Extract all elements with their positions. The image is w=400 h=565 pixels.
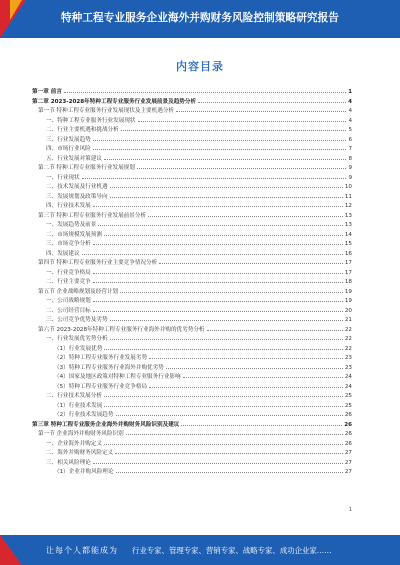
toc-entry-label: （4）国家及地区政策对特种工程专业服务行业影响: [54, 374, 181, 380]
toc-entry-label: （1）行业发展优势: [54, 345, 103, 352]
toc-entry-label: 一、公司战略规划: [46, 298, 91, 304]
toc-entry-page: 4: [348, 117, 352, 124]
toc-leader-dots: [110, 314, 343, 321]
toc-entry-page: 22: [344, 326, 352, 333]
toc-entry-page: 24: [344, 383, 352, 390]
toc-leader-dots: [93, 238, 343, 245]
footer-roles: 行业专家、管理专家、营销专家、战略专家、成功企业家……: [132, 546, 332, 555]
toc-entry-page: 7: [348, 146, 352, 152]
toc-entry[interactable]: [32, 371, 352, 381]
toc-leader-dots: [93, 267, 343, 274]
toc-leader-dots: [116, 466, 343, 473]
toc-entry[interactable]: [32, 466, 352, 476]
toc-entry-page: 8: [348, 155, 352, 162]
toc-entry[interactable]: [32, 400, 352, 410]
toc-entry-label: 一、行业竞争格局: [46, 269, 91, 276]
toc-entry-page: 26: [344, 440, 352, 447]
toc-leader-dots: [148, 210, 343, 217]
toc-entry[interactable]: [32, 324, 352, 334]
toc-entry-page: 10: [344, 184, 352, 190]
toc-entry[interactable]: [32, 447, 352, 457]
toc-leader-dots: [82, 172, 347, 179]
toc-entry[interactable]: [32, 86, 352, 96]
toc-leader-dots: [176, 105, 346, 112]
toc-entry-label: 一、行业现状: [46, 174, 80, 181]
toc-entry[interactable]: [32, 276, 352, 286]
toc-leader-dots: [93, 143, 347, 150]
toc-entry-label: 三、相关风险理论: [46, 459, 91, 466]
toc-entry[interactable]: [32, 153, 352, 163]
toc-entry[interactable]: [32, 181, 352, 191]
toc-entry-page: 1: [348, 89, 352, 95]
table-of-contents: [32, 86, 352, 476]
toc-leader-dots: [138, 115, 347, 122]
toc-entry-label: （1）企业并购风险理论: [54, 469, 114, 475]
toc-entry[interactable]: [32, 438, 352, 448]
toc-leader-dots: [93, 200, 343, 207]
footer-banner: [0, 535, 400, 565]
toc-leader-dots: [115, 447, 343, 454]
report-title: 特种工程专业服务企业海外并购财务风险控制策略研究报告: [60, 12, 340, 24]
toc-entry-page: 16: [344, 250, 352, 257]
toc-leader-dots: [93, 134, 347, 141]
toc-entry[interactable]: [32, 229, 352, 239]
footer-red-corner: [0, 535, 22, 565]
toc-leader-dots: [149, 352, 343, 359]
toc-leader-dots: [98, 219, 343, 226]
toc-leader-dots: [110, 191, 343, 198]
toc-entry[interactable]: [32, 124, 352, 134]
toc-entry-label: 第五节 企业战略规划及经营计划: [38, 288, 119, 295]
toc-leader-dots: [198, 96, 346, 103]
toc-entry-page: 20: [344, 307, 352, 314]
toc-entry-page: 17: [344, 260, 352, 266]
toc-entry-label: （1）行业技术发展: [54, 402, 103, 409]
toc-leader-dots: [110, 181, 343, 188]
toc-entry[interactable]: [32, 305, 352, 315]
toc-entry[interactable]: [32, 248, 352, 258]
toc-leader-dots: [120, 286, 343, 293]
toc-entry[interactable]: [32, 210, 352, 220]
toc-leader-dots: [93, 276, 343, 283]
toc-entry-label: 二、行业技术发展分析: [46, 393, 102, 399]
toc-entry-page: 25: [344, 402, 352, 409]
toc-entry[interactable]: [32, 409, 352, 419]
toc-entry-label: 三、市场竞争分析: [46, 241, 91, 247]
toc-leader-dots: [181, 419, 342, 426]
toc-entry-page: 11: [344, 193, 352, 200]
toc-entry[interactable]: [32, 162, 352, 172]
toc-leader-dots: [149, 381, 343, 388]
toc-entry[interactable]: [32, 352, 352, 362]
toc-entry-page: 25: [344, 393, 352, 399]
toc-entry-page: 4: [348, 98, 352, 105]
toc-entry-page: 13: [344, 222, 352, 228]
toc-entry-page: 18: [344, 279, 352, 285]
toc-entry-page: 13: [344, 212, 352, 219]
toc-leader-dots: [126, 428, 343, 435]
toc-entry[interactable]: [32, 172, 352, 182]
toc-entry-page: 12: [344, 203, 352, 209]
toc-entry[interactable]: [32, 200, 352, 210]
toc-leader-dots: [104, 229, 343, 236]
toc-entry-page: 15: [344, 241, 352, 247]
toc-entry[interactable]: [32, 96, 352, 106]
toc-entry[interactable]: [32, 343, 352, 353]
toc-entry-label: 第一节 特种工程专业服务行业发展现状及主要机遇分析: [38, 108, 175, 114]
toc-entry-page: 24: [344, 374, 352, 380]
toc-entry-label: （5）特种工程专业服务行业竞争格局: [54, 383, 148, 390]
toc-leader-dots: [159, 257, 343, 264]
toc-leader-dots: [104, 153, 346, 160]
toc-entry-label: 第一节 企业海外并购财务风险识别: [38, 431, 124, 437]
page-number: 1: [348, 507, 352, 513]
toc-entry-page: 26: [344, 431, 352, 437]
toc-entry-label: 一、发展趋势及前景: [46, 222, 97, 228]
toc-entry-page: 14: [344, 231, 352, 238]
toc-entry-label: 第二章 2023-2028年特种工程专业服务行业发展前景及趋势分析: [32, 98, 197, 105]
toc-entry-label: 四、市场行业风险: [46, 146, 91, 152]
toc-entry-label: 二、行业主要竞争: [46, 279, 91, 285]
toc-entry-page: 27: [344, 459, 352, 466]
toc-entry-page: 9: [348, 165, 352, 171]
header-banner: [0, 0, 400, 38]
toc-heading: 内容目录: [176, 60, 224, 73]
toc-entry-label: （3）特种工程专业服务行业海外并购优劣势: [54, 364, 164, 371]
toc-entry[interactable]: [32, 381, 352, 391]
toc-entry-page: 23: [344, 364, 352, 371]
toc-entry[interactable]: [32, 333, 352, 343]
toc-leader-dots: [121, 124, 347, 131]
toc-leader-dots: [93, 295, 343, 302]
toc-entry-label: （2）行业技术发展趋势: [54, 412, 114, 418]
toc-entry[interactable]: [32, 362, 352, 372]
toc-entry-label: 第三章 特种工程专业服务企业海外并购财务风险识别及建议: [32, 421, 180, 428]
toc-entry-label: 三、公司竞争优势及劣势: [46, 317, 108, 323]
toc-entry[interactable]: [32, 457, 352, 467]
toc-entry-label: （2）特种工程专业服务行业发展劣势: [54, 355, 148, 361]
toc-entry-page: 22: [344, 336, 352, 342]
toc-entry-label: 第二节 特种工程专业服务行业发展规划: [38, 165, 135, 171]
toc-entry-label: 第四节 特种工程专业服务行业主要竞争情况分析: [38, 260, 158, 266]
toc-entry[interactable]: [32, 390, 352, 400]
toc-entry[interactable]: [32, 295, 352, 305]
toc-leader-dots: [183, 371, 343, 378]
toc-entry[interactable]: [32, 267, 352, 277]
toc-leader-dots: [82, 248, 343, 255]
toc-entry-label: 二、海外并购财务风险定义: [46, 450, 114, 456]
toc-entry-page: 22: [344, 345, 352, 352]
toc-entry-label: 三、行业发展趋势: [46, 136, 91, 143]
toc-entry-page: 19: [344, 298, 352, 304]
toc-leader-dots: [104, 343, 343, 350]
toc-entry[interactable]: [32, 257, 352, 267]
toc-entry-label: 四、发展建议: [46, 250, 80, 257]
toc-leader-dots: [110, 333, 343, 340]
toc-entry-label: 一、特种工程专业服务行业发展现状: [46, 117, 136, 124]
toc-entry-label: 一、行业发展优劣势分析: [46, 336, 108, 342]
toc-entry-page: 9: [348, 174, 352, 181]
toc-leader-dots: [104, 390, 343, 397]
toc-entry[interactable]: [32, 428, 352, 438]
toc-leader-dots: [93, 305, 343, 312]
toc-entry-label: 五、行业发展对策建议: [46, 155, 102, 162]
toc-leader-dots: [137, 162, 347, 169]
toc-entry-page: 27: [344, 450, 352, 456]
toc-leader-dots: [104, 438, 343, 445]
toc-leader-dots: [64, 86, 346, 93]
toc-entry-page: 19: [344, 288, 352, 295]
toc-entry[interactable]: [32, 314, 352, 324]
toc-entry[interactable]: [32, 219, 352, 229]
toc-entry[interactable]: [32, 419, 352, 429]
toc-entry-label: 二、公司经营目标: [46, 307, 91, 314]
toc-leader-dots: [116, 409, 343, 416]
toc-entry[interactable]: [32, 143, 352, 153]
toc-entry-page: 26: [344, 412, 352, 418]
toc-entry-label: 第一章 前言: [32, 89, 62, 95]
toc-entry-page: 23: [344, 355, 352, 361]
toc-entry[interactable]: [32, 115, 352, 125]
toc-entry-label: 第六节 2023-2028年特种工程专业服务行业海外并购的优劣势分析: [38, 326, 205, 333]
toc-entry[interactable]: [32, 134, 352, 144]
toc-entry-page: 26: [344, 421, 352, 428]
toc-entry-label: 二、技术发展及行业机遇: [46, 184, 108, 190]
toc-entry[interactable]: [32, 105, 352, 115]
toc-entry[interactable]: [32, 238, 352, 248]
toc-entry-label: 第三节 特种工程专业服务行业发展前景分析: [38, 212, 147, 219]
toc-entry-label: 四、行业技术发展: [46, 203, 91, 209]
toc-entry-label: 二、行业主要机遇和挑战分析: [46, 127, 119, 133]
toc-entry-label: 三、发展规划及政策导向: [46, 193, 108, 200]
toc-entry-label: 二、市场规模发展预测: [46, 231, 102, 238]
toc-leader-dots: [207, 324, 343, 331]
toc-leader-dots: [166, 362, 343, 369]
footer-slogan: 让每个人都能成为: [46, 546, 118, 555]
toc-leader-dots: [93, 457, 343, 464]
toc-entry-page: 17: [344, 269, 352, 276]
toc-entry-page: 6: [348, 136, 352, 143]
toc-entry-page: 4: [348, 108, 352, 114]
toc-entry[interactable]: [32, 286, 352, 296]
toc-entry-page: 21: [344, 317, 352, 323]
toc-entry-page: 5: [348, 127, 352, 133]
toc-entry-page: 27: [344, 469, 352, 475]
toc-entry-label: 一、企业海外并购定义: [46, 440, 102, 447]
toc-leader-dots: [104, 400, 343, 407]
toc-entry[interactable]: [32, 191, 352, 201]
